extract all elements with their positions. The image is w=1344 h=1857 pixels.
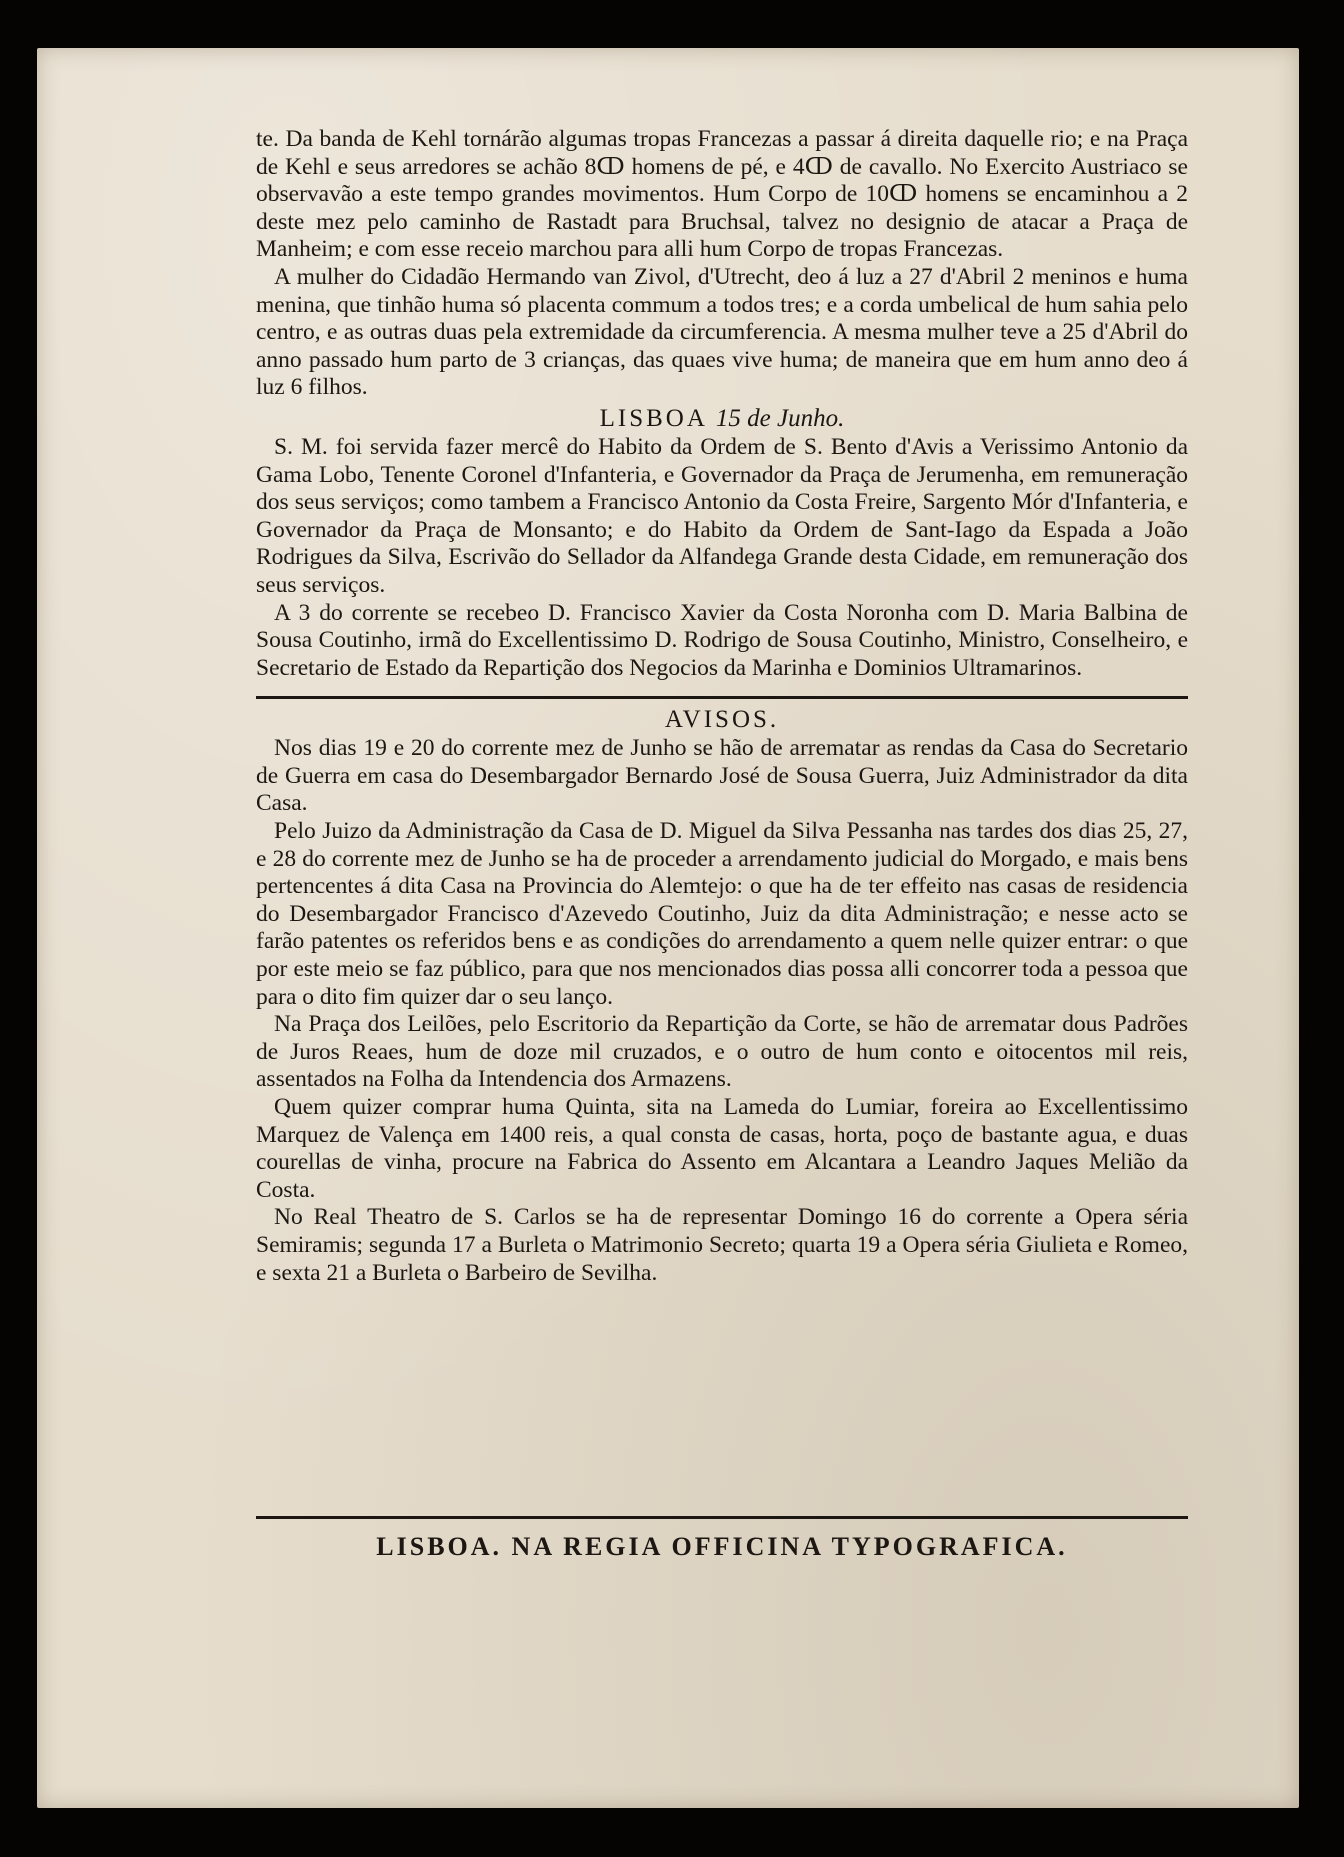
paragraph-marriage: A 3 do corrente se recebeo D. Francisco Xavier da Costa Noronha com D. Maria Balbina de Sousa Coutinho, irmã do Excellentissimo D. Rodrigo de Sousa Coutinho, Ministro, Conselheiro, e Secretario de Estado da Repartição dos Negocios da Marinha e Dominios Ultramarinos. (256, 599, 1188, 681)
aviso-quinta: Quem quizer comprar huma Quinta, sita na Lameda do Lumiar, foreira ao Excellentissimo Marquez de Valença em 1400 reis, a qual consta de casas, horta, poço de bastante agua, e duas courellas de vinha, procure na Fabrica do Assento em Alcantara a Leandro Jaques Melião da Costa. (256, 1094, 1188, 1203)
paragraph-utrecht-birth: A mulher do Cidadão Hermando van Zivol, d'Utrecht, deo á luz a 27 d'Abril 2 meninos e huma menina, que tinhão huma só placenta commum a todos tres; e a corda umbelical de hum sahia pelo centro, e as outras duas pela extremidade da circumferencia. A mesma mulher teve a 25 d'Abril do anno passado hum parto de 3 crianças, das quaes vive huma; de maneira que em hum anno deo á luz 6 filhos. (256, 263, 1188, 401)
paragraph-kehl: te. Da banda de Kehl tornárão algumas tropas Francezas a passar á direita daquelle rio; e na Praça de Kehl e seus arredores se achão 8ↀ homens de pé, e 4ↀ de cavallo. No Exercito Austriaco se observavão a este tempo grandes movimentos. Hum Corpo de 10ↀ homens se encaminhou a 2 deste mez pelo caminho de Rastadt para Bruchsal, talvez no designio de atacar a Praça de Manheim; e com esse receio marchou para alli hum Corpo de tropas Francezas. (256, 126, 1188, 263)
aviso-rendas: Nos dias 19 e 20 do corrente mez de Junho se hão de arrematar as rendas da Casa do Secretario de Guerra em casa do Desembargador Bernardo José de Sousa Guerra, Juiz Administrador da dita Casa. (256, 735, 1188, 817)
avisos-heading: AVISOS. (664, 706, 780, 734)
aviso-theatro: No Real Theatro de S. Carlos se ha de representar Domingo 16 do corrente a Opera séria Semiramis; segunda 17 a Burleta o Matrimonio Secreto; quarta 19 a Opera séria Giulieta e Romeo, e sexta 21 a Burleta o Barbeiro de Sevilha. (256, 1204, 1188, 1286)
page-body (256, 126, 1188, 1287)
aviso-arrendamento: Pelo Juizo da Administração da Casa de D. Miguel da Silva Pessanha nas tardes dos dias 25, 27, e 28 do corrente mez de Junho se ha de proceder a arrendamento judicial do Morgado, e mais bens pertencentes á dita Casa na Provincia do Alemtejo: o que ha de ter effeito nas casas de residencia do Desembargador Francisco d'Azevedo Coutinho, Juiz da dita Administração; e nesse acto se farão patentes os referidos bens e as condições do arrendamento a quem nelle quizer entrar: o que por este meio se faz público, para que nos mencionados dias possa alli concorrer toda a pessoa que para o dito fim quizer dar o seu lanço. (256, 818, 1188, 1010)
section-divider (256, 696, 1188, 699)
imprint-divider (256, 1516, 1188, 1519)
lisboa-dateline (256, 404, 1188, 434)
aviso-padroes: Na Praça dos Leilões, pelo Escritorio da Repartição da Corte, se hão de arrematar dous Padrões de Juros Reaes, hum de doze mil cruzados, e o outro de hum conto e oitocentos mil reis, assentados na Folha da Intendencia dos Armazens. (256, 1011, 1188, 1093)
dateline-place: LISBOA (599, 404, 708, 432)
dateline-date: 15 de Junho. (715, 404, 845, 432)
imprint-line: LISBOA. NA REGIA OFFICINA TYPOGRAFICA. (376, 1532, 1068, 1561)
paragraph-habito-avis: S. M. foi servida fazer mercê do Habito da Ordem de S. Bento d'Avis a Verissimo Antonio da Gama Lobo, Tenente Coronel d'Infanteria, e Governador da Praça de Jerumenha, em remuneração dos seus serviços; como tambem a Francisco Antonio da Costa Freire, Sargento Mór d'Infanteria, e Governador da Praça de Monsanto; e do Habito da Ordem de Sant-Iago da Espada a João Rodrigues da Silva, Escrivão do Sellador da Alfandega Grande desta Cidade, em remuneração dos seus serviços. (256, 433, 1188, 598)
